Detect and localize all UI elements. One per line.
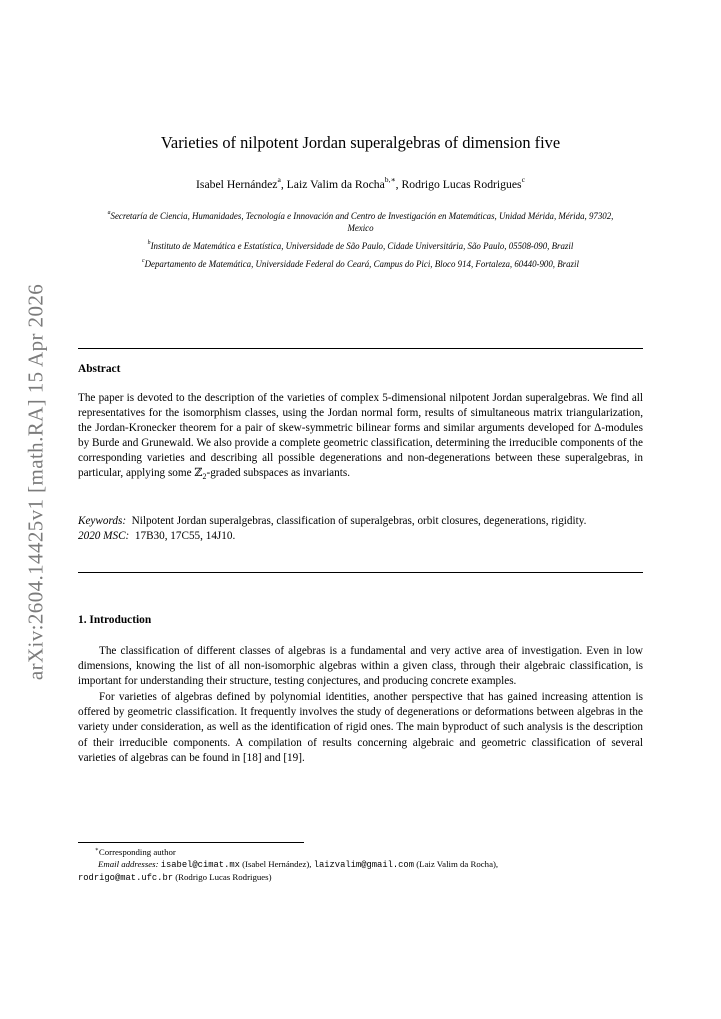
- abstract-text-part1: The paper is devoted to the description of the varieties of complex 5-dimensional nilpotent Jordan superalgebras. We find all representatives for the isomorphism classes, using the Jordan normal form, results of simultaneous matrix triangularization, the Jordan-Kronecker theorem for a pair of skew-symmetric bilinear forms and similar arguments developed for: [78, 392, 643, 435]
- paragraph: For varieties of algebras defined by polynomial identities, another perspective that has gained increasing attention is offered by geometric classification. It frequently involves the study of degenerations or deformations between algebras in the variety under consideration, as well as the identification of rigid ones. The main byproduct of such analysis is the description of their irreducible components. A compilation of results concerning algebraic and geometric classification of several varieties of algebras can be found in [18] and [19].: [78, 691, 643, 764]
- email-owner: (Laiz Valim da Rocha): [416, 859, 496, 869]
- paragraph: The classification of different classes of algebras is a fundamental and very active area of investigation. Even in low dimensions, knowing the list of all non-isomorphic algebras within a given class, through their algebraic classification, is important for understanding their structure, testing conjectures, and producing concrete examples.: [78, 645, 643, 688]
- author-affil-sup: b,∗: [384, 175, 396, 185]
- abstract-top-rule: [78, 348, 643, 349]
- section-heading-introduction: 1. Introduction: [78, 614, 152, 626]
- email-addresses-line: [78, 871, 643, 884]
- email-link[interactable]: laizvalim@gmail.com: [313, 860, 414, 870]
- author-affil-sup: c: [521, 175, 525, 185]
- introduction-body: [78, 644, 643, 767]
- keywords-line: [78, 514, 643, 529]
- keywords-label: Keywords:: [78, 515, 127, 527]
- affiliation-sup: a: [107, 210, 111, 217]
- footnote-mark: ∗: [95, 846, 99, 853]
- abstract-bottom-rule: [78, 572, 643, 573]
- msc-line: [78, 529, 643, 544]
- email-owner: (Isabel Hernández): [242, 859, 310, 869]
- footnotes: [78, 846, 643, 884]
- keywords-block: [78, 514, 643, 544]
- affiliation-sup: c: [142, 258, 145, 265]
- delta-symbol: Δ: [594, 422, 602, 435]
- affiliation-text: Instituto de Matemática e Estatística, Universidade de São Paulo, Cidade Universitária, São Paulo, 05508-090, Brazil: [150, 241, 574, 251]
- email-link[interactable]: isabel@cimat.mx: [160, 860, 240, 870]
- corresponding-author-note: [78, 846, 643, 858]
- footnote-rule: [78, 842, 304, 843]
- email-owner: (Rodrigo Lucas Rodrigues): [175, 872, 272, 882]
- author-name: Isabel Hernández: [196, 178, 278, 191]
- z2-subscript: 2: [202, 472, 207, 482]
- paper-title: Varieties of nilpotent Jordan superalgebras of dimension five: [160, 133, 561, 152]
- author-separator: ,: [280, 178, 287, 191]
- abstract-text-part2: -modules by Burde and Grunewald. We also provide a complete geometric classification, determining the irreducible components of the corresponding varieties and describing all possible degenerations and non-degenerations between these superalgebras, in particular, applying some: [78, 422, 643, 480]
- affiliation-text: Departamento de Matemática, Universidade Federal do Ceará, Campus do Pici, Bloco 914, Fortaleza, 60440-900, Brazil: [144, 259, 579, 269]
- author-separator: ,: [395, 178, 402, 191]
- abstract-text: [78, 391, 643, 485]
- abstract-heading: Abstract: [78, 363, 121, 375]
- affiliations: [95, 210, 626, 276]
- msc-codes: 17B30, 17C55, 14J10.: [134, 530, 236, 543]
- email-label: Email addresses:: [98, 859, 159, 869]
- author-name: Laiz Valim da Rocha: [286, 178, 385, 191]
- author-name: Rodrigo Lucas Rodrigues: [401, 178, 522, 191]
- msc-label: 2020 MSC:: [78, 530, 130, 543]
- keywords-text: Nilpotent Jordan superalgebras, classification of superalgebras, orbit closures, degenerations, rigidity.: [131, 515, 587, 527]
- author-list: [0, 175, 721, 191]
- arxiv-identifier: arXiv:2604.14425v1 [math.RA] 15 Apr 2026: [23, 283, 48, 681]
- affiliation-a: [95, 210, 626, 234]
- abstract-text-part3: -graded subspaces as invariants.: [206, 467, 350, 480]
- arxiv-sidebar: [14, 282, 58, 682]
- corresponding-author-text: Corresponding author: [98, 847, 176, 857]
- affiliation-sup: b: [147, 240, 151, 247]
- z2-symbol: ℤ: [194, 467, 203, 480]
- affiliation-b: [95, 240, 626, 252]
- author-affil-sup: a: [277, 175, 281, 185]
- email-addresses-line: Email addresses: isabel@cimat.mx (Isabel Hernández), laizvalim@gmail.com (Laiz Valim da Rocha),: [98, 859, 499, 870]
- affiliation-c: [95, 258, 626, 270]
- email-link[interactable]: rodrigo@mat.ufc.br: [78, 873, 174, 883]
- affiliation-text: Secretaría de Ciencia, Humanidades, Tecnología e Innovación and Centro de Investigación en Matemáticas, Unidad Mérida, Mérida, 97302, Mexico: [110, 211, 614, 233]
